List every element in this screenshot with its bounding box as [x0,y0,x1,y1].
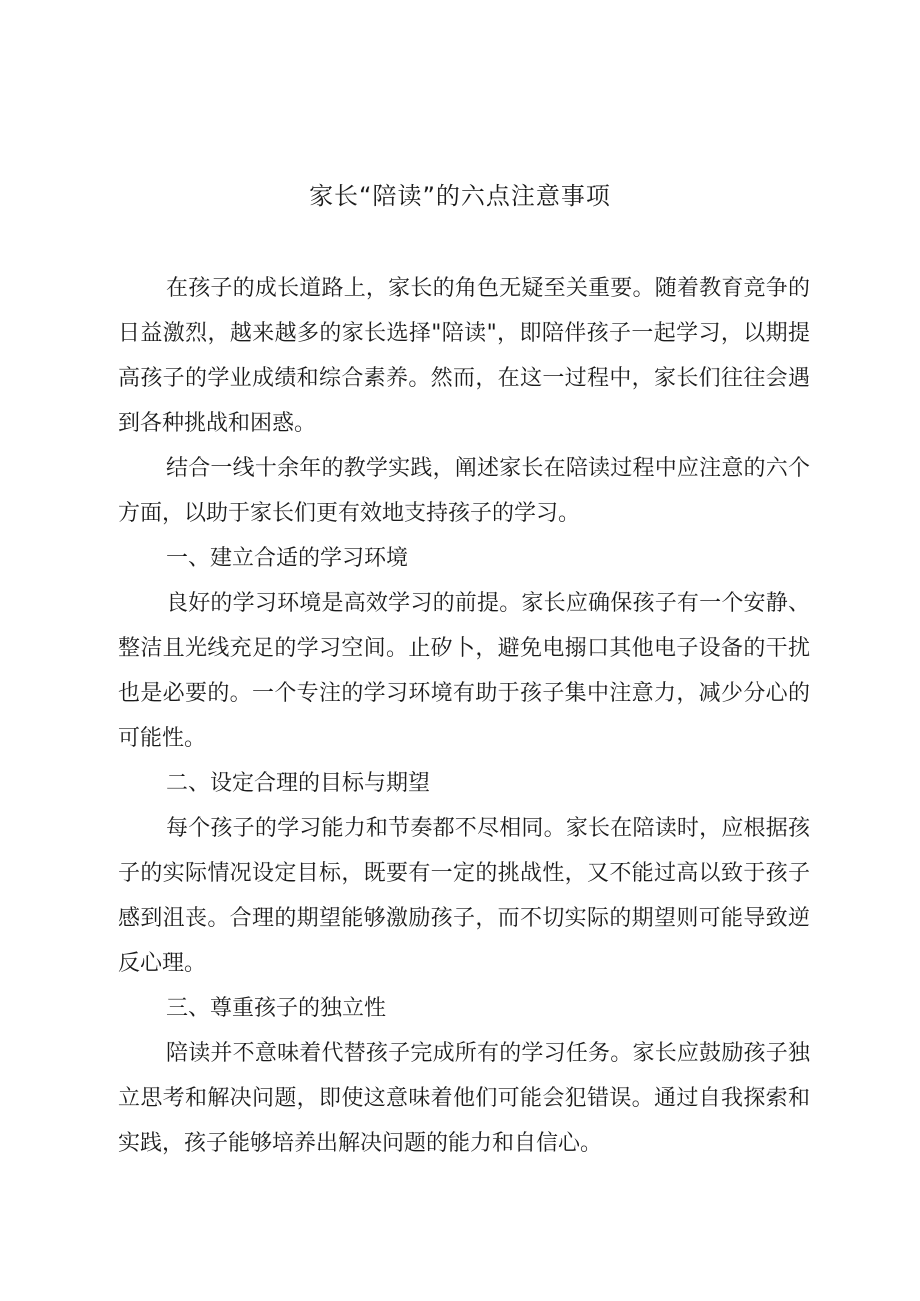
section-heading-2: 二、设定合理的目标与期望 [166,771,431,796]
purpose-paragraph: 结合一线十余年的教学实践，阐述家长在陪读过程中应注意的六个方面，以助于家长们更有效地支持孩子的学习。 [118,456,810,526]
section-text-1: 良好的学习环境是高效学习的前提。家长应确保孩子有一个安静、整洁且光线充足的学习空间。止矽卜，避免电搦口其他电子设备的干扰也是必要的。一个专注的学习环境有助于孩子集中注意力，减少分心的可能性。 [118,591,810,751]
document-title: 家长“陪读”的六点注意事项 [309,182,611,210]
document-body [118,266,810,1166]
section-heading-3: 三、尊重孩子的独立性 [166,996,387,1021]
section-text-3: 陪读并不意味着代替孩子完成所有的学习任务。家长应鼓励孩子独立思考和解决问题，即使这意味着他们可能会犯错误。通过自我探索和实践，孩子能够培养出解决问题的能力和自信心。 [118,1041,810,1156]
section-text-2: 每个孩子的学习能力和节奏都不尽相同。家长在陪读时，应根据孩子的实际情况设定目标，既要有一定的挑战性，又不能过高以致于孩子感到沮丧。合理的期望能够激励孩子，而不切实际的期望则可能导致逆反心理。 [118,816,810,976]
section-heading-1: 一、建立合适的学习环境 [166,546,409,571]
intro-paragraph: 在孩子的成长道路上，家长的角色无疑至关重要。随着教育竞争的日益激烈，越来越多的家长选择"陪读"，即陪伴孩子一起学习，以期提高孩子的学业成绩和综合素养。然而，在这一过程中，家长们往往会遇到各种挑战和困惑。 [118,276,810,436]
